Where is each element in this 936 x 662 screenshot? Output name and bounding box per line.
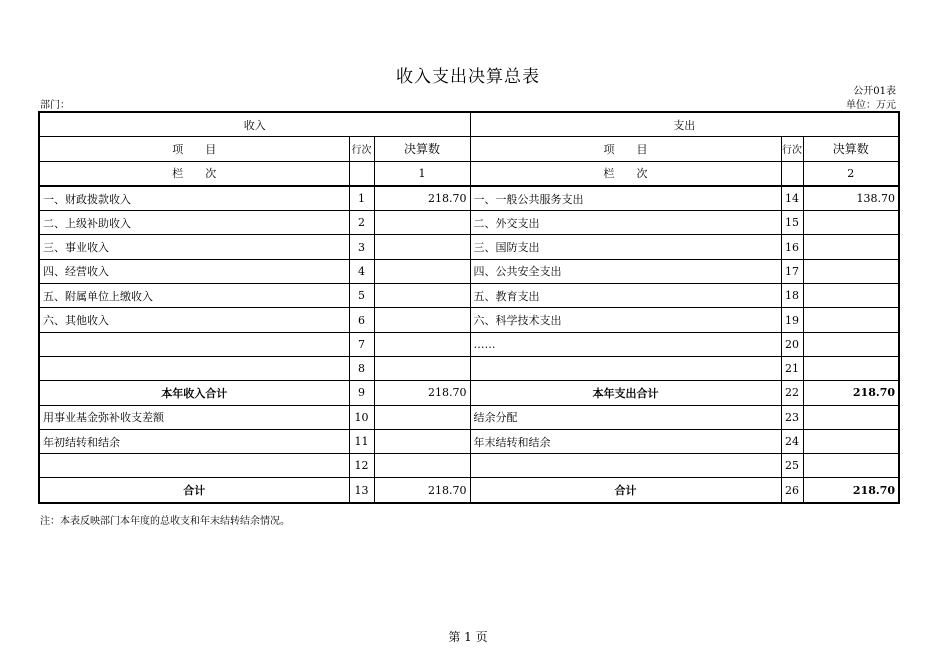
expense-amount-cell: 218.70: [803, 381, 899, 405]
expense-amount-cell: [803, 211, 899, 235]
income-line-cell: 12: [349, 454, 374, 478]
income-line-cell: 13: [349, 478, 374, 503]
expense-line-cell: 17: [781, 259, 803, 283]
income-section-header: 收入: [39, 112, 470, 137]
expense-amount-cell: 138.70: [803, 186, 899, 211]
income-line-cell: 4: [349, 259, 374, 283]
income-amount-cell: [374, 308, 470, 332]
expense-item-cell: 六、科学技术支出: [470, 308, 781, 332]
income-amount-cell: 218.70: [374, 186, 470, 211]
table-row: [39, 381, 899, 405]
income-item-cell: 二、上级补助收入: [39, 211, 349, 235]
table-row: [39, 284, 899, 308]
income-line-cell: 1: [349, 186, 374, 211]
income-line-cell: 10: [349, 405, 374, 429]
expense-amount-cell: 218.70: [803, 478, 899, 503]
expense-amount-cell: [803, 356, 899, 380]
table-row: [39, 356, 899, 380]
expense-item-cell: 本年支出合计: [470, 381, 781, 405]
page-number: 第 1 页: [448, 630, 488, 644]
income-amount-cell: [374, 429, 470, 453]
income-amount-cell: [374, 259, 470, 283]
expense-item-cell: 五、教育支出: [470, 284, 781, 308]
income-item-cell: [39, 332, 349, 356]
expense-line-empty: [781, 161, 803, 186]
income-item-cell: [39, 356, 349, 380]
table-row: [39, 186, 899, 211]
expense-amount-cell: [803, 454, 899, 478]
table-row: [39, 332, 899, 356]
income-column-number: 1: [374, 161, 470, 186]
table-body: [39, 186, 899, 503]
expense-line-cell: 19: [781, 308, 803, 332]
expense-item-cell: [470, 454, 781, 478]
income-amount-cell: [374, 332, 470, 356]
expense-line-cell: 15: [781, 211, 803, 235]
page-title: 收入支出决算总表: [396, 67, 540, 87]
income-item-cell: 合计: [39, 478, 349, 503]
table-row: [39, 454, 899, 478]
expense-item-cell: 二、外交支出: [470, 211, 781, 235]
income-line-cell: 7: [349, 332, 374, 356]
table-row: [39, 478, 899, 503]
form-number: 公开01表: [853, 86, 896, 97]
income-line-cell: 8: [349, 356, 374, 380]
income-line-cell: 2: [349, 211, 374, 235]
expense-amount-cell: [803, 308, 899, 332]
income-column-label: 栏 次: [39, 161, 349, 186]
income-item-cell: 本年收入合计: [39, 381, 349, 405]
income-line-header: 行次: [349, 137, 374, 161]
expense-amount-cell: [803, 405, 899, 429]
income-item-cell: [39, 454, 349, 478]
expense-amount-header: 决算数: [803, 137, 899, 161]
income-item-header: 项 目: [39, 137, 349, 161]
footnote: 注：本表反映部门本年度的总收支和年末结转结余情况。: [40, 516, 290, 527]
income-item-cell: 年初结转和结余: [39, 429, 349, 453]
income-amount-cell: [374, 356, 470, 380]
table-row: [39, 308, 899, 332]
expense-amount-cell: [803, 259, 899, 283]
income-line-cell: 9: [349, 381, 374, 405]
expense-line-cell: 24: [781, 429, 803, 453]
expense-item-header: 项 目: [470, 137, 781, 161]
expense-item-cell: 合计: [470, 478, 781, 503]
expense-amount-cell: [803, 284, 899, 308]
income-amount-cell: [374, 454, 470, 478]
income-amount-cell: 218.70: [374, 478, 470, 503]
expense-amount-cell: [803, 429, 899, 453]
expense-line-cell: 23: [781, 405, 803, 429]
table-row: [39, 211, 899, 235]
expense-section-header: 支出: [470, 112, 899, 137]
expense-line-cell: 22: [781, 381, 803, 405]
expense-item-cell: 一、一般公共服务支出: [470, 186, 781, 211]
table-row: [39, 405, 899, 429]
income-amount-header: 决算数: [374, 137, 470, 161]
income-line-empty: [349, 161, 374, 186]
income-amount-cell: 218.70: [374, 381, 470, 405]
income-item-cell: 一、财政拨款收入: [39, 186, 349, 211]
expense-amount-cell: [803, 235, 899, 259]
department-label: 部门：: [40, 100, 70, 111]
income-amount-cell: [374, 284, 470, 308]
expense-column-label: 栏 次: [470, 161, 781, 186]
income-amount-cell: [374, 211, 470, 235]
income-line-cell: 3: [349, 235, 374, 259]
table-row: [39, 429, 899, 453]
income-item-cell: 五、附属单位上缴收入: [39, 284, 349, 308]
expense-line-cell: 21: [781, 356, 803, 380]
column-number-row: [39, 161, 899, 186]
section-header-row: [39, 112, 899, 137]
expense-item-cell: ……: [470, 332, 781, 356]
expense-line-cell: 18: [781, 284, 803, 308]
income-line-cell: 6: [349, 308, 374, 332]
expense-item-cell: 四、公共安全支出: [470, 259, 781, 283]
table-row: [39, 235, 899, 259]
income-line-cell: 5: [349, 284, 374, 308]
expense-line-cell: 14: [781, 186, 803, 211]
column-header-row: [39, 137, 899, 161]
expense-item-cell: 三、国防支出: [470, 235, 781, 259]
income-expense-table: [38, 111, 900, 504]
income-line-cell: 11: [349, 429, 374, 453]
expense-amount-cell: [803, 332, 899, 356]
expense-item-cell: 结余分配: [470, 405, 781, 429]
expense-item-cell: [470, 356, 781, 380]
expense-line-cell: 16: [781, 235, 803, 259]
expense-line-cell: 25: [781, 454, 803, 478]
income-item-cell: 六、其他收入: [39, 308, 349, 332]
expense-item-cell: 年末结转和结余: [470, 429, 781, 453]
income-item-cell: 三、事业收入: [39, 235, 349, 259]
income-item-cell: 用事业基金弥补收支差额: [39, 405, 349, 429]
expense-line-header: 行次: [781, 137, 803, 161]
income-amount-cell: [374, 235, 470, 259]
expense-line-cell: 26: [781, 478, 803, 503]
expense-line-cell: 20: [781, 332, 803, 356]
income-amount-cell: [374, 405, 470, 429]
income-item-cell: 四、经营收入: [39, 259, 349, 283]
unit-label: 单位：万元: [846, 100, 896, 111]
expense-column-number: 2: [803, 161, 899, 186]
table-row: [39, 259, 899, 283]
